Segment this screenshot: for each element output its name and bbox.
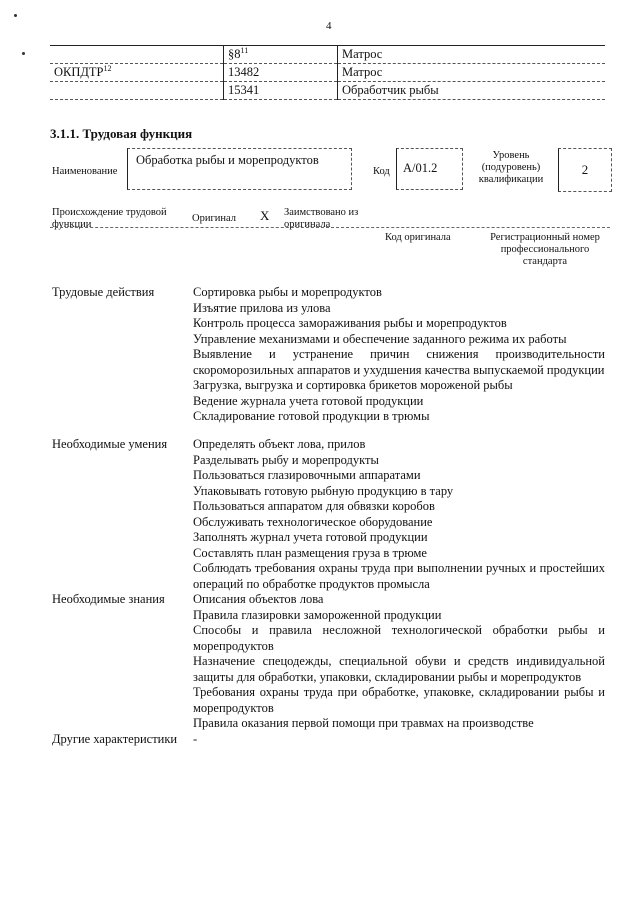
knowledge-list xyxy=(193,592,605,732)
code-value: 15341 xyxy=(228,83,260,97)
classifier-cell xyxy=(50,46,224,64)
skill-item: Заполнять журнал учета готовой продукции xyxy=(193,530,428,544)
code-value: §8 xyxy=(228,47,241,62)
occupation-name-cell: Матрос xyxy=(342,47,383,61)
code-cell xyxy=(224,64,338,82)
codes-row xyxy=(50,82,605,100)
function-name-field: Обработка рыбы и морепродуктов xyxy=(127,148,352,190)
footnote-ref: 11 xyxy=(240,46,249,56)
skill-item: Пользоваться глазировочными аппаратами xyxy=(193,468,421,482)
function-code-label: Код xyxy=(373,166,390,177)
labor-action-item: Контроль процесса замораживания рыбы и морепродуктов xyxy=(193,316,507,330)
original-label: Оригинал xyxy=(192,213,236,224)
skill-item: Упаковывать готовую рыбную продукцию в тару xyxy=(193,483,454,498)
classifier-codes-table xyxy=(50,45,605,100)
occupation-name-cell: Обработчик рыбы xyxy=(342,83,439,97)
borrowed-label: Заимствовано из оригинала xyxy=(284,207,359,230)
original-mark: X xyxy=(260,208,270,223)
section-title: 3.1.1. Трудовая функция xyxy=(50,126,193,141)
knowledge-item: Способы и правила несложной технологической обработки рыбы и морепродуктов xyxy=(193,623,605,653)
labor-actions-list xyxy=(193,285,605,425)
knowledge-item: Требования охраны труда при обработке, упаковке, складировании рыбы и морепродуктов xyxy=(193,685,605,715)
knowledge-label: Необходимые знания xyxy=(52,592,165,606)
labor-action-item: Изъятие прилова из улова xyxy=(193,300,331,315)
other-characteristics-value: - xyxy=(193,732,198,746)
classifier-cell xyxy=(50,82,224,100)
labor-action-item: Ведение журнала учета готовой продукции xyxy=(193,393,424,408)
knowledge-item: Правила глазировки замороженной продукции xyxy=(193,607,442,622)
knowledge-item: Описания объектов лова xyxy=(193,592,324,606)
code-cell xyxy=(224,82,338,100)
code-value: 13482 xyxy=(228,65,260,79)
knowledge-item: Правила оказания первой помощи при травмах на производстве xyxy=(193,716,534,730)
origin-label: Происхождение трудовой функции xyxy=(52,207,167,230)
skill-item: Соблюдать требования охраны труда при выполнении ручных и простейших операций по обработке продуктов промысла xyxy=(193,561,605,591)
skills-list xyxy=(193,437,605,592)
occupation-name-cell: Матрос xyxy=(342,65,383,79)
function-code-field: A/01.2 xyxy=(396,148,463,190)
scan-dot xyxy=(14,14,17,17)
skills-label: Необходимые умения xyxy=(52,437,168,451)
footnote-ref: 12 xyxy=(103,64,112,74)
classifier-cell xyxy=(50,64,224,82)
registration-number-label: Регистрационный номер профессионального стандарта xyxy=(490,232,600,267)
labor-action-item: Сортировка рыбы и морепродуктов xyxy=(193,285,382,299)
labor-action-item: Загрузка, выгрузка и сортировка брикетов мороженой рыбы xyxy=(193,378,513,392)
skill-item: Обслуживать технологическое оборудование xyxy=(193,514,433,529)
code-cell xyxy=(224,46,338,64)
origin-divider xyxy=(50,227,610,228)
code-original-label: Код оригинала xyxy=(385,232,451,243)
skill-item: Определять объект лова, прилов xyxy=(193,437,366,451)
other-characteristics-label: Другие характеристики xyxy=(52,732,178,746)
page-number: 4 xyxy=(326,20,332,32)
skill-item: Разделывать рыбу и морепродукты xyxy=(193,452,379,467)
skill-item: Составлять план размещения груза в трюме xyxy=(193,545,427,560)
codes-row xyxy=(50,46,605,64)
labor-actions-label: Трудовые действия xyxy=(52,285,155,299)
codes-row xyxy=(50,64,605,82)
classifier-name: ОКПДТР xyxy=(54,65,104,80)
labor-action-item: Складирование готовой продукции в трюмы xyxy=(193,409,430,423)
skill-item: Пользоваться аппаратом для обвязки коробов xyxy=(193,499,435,513)
function-name-label: Наименование xyxy=(52,166,118,177)
knowledge-item: Назначение спецодежды, специальной обуви и средств индивидуальной защиты для обработки, упаковки, складировании рыбы и морепродуктов xyxy=(193,654,605,684)
labor-action-item: Управление механизмами и обеспечение заданного режима их работы xyxy=(193,331,567,346)
qualification-level-label: Уровень (подуровень) квалификации xyxy=(478,150,544,185)
labor-action-item: Выявление и устранение причин снижения производительности скороморозильных аппаратов и ухудшения качества выпускаемой продукции xyxy=(193,347,605,377)
qualification-level-field: 2 xyxy=(558,148,612,192)
scan-dot xyxy=(22,52,25,55)
